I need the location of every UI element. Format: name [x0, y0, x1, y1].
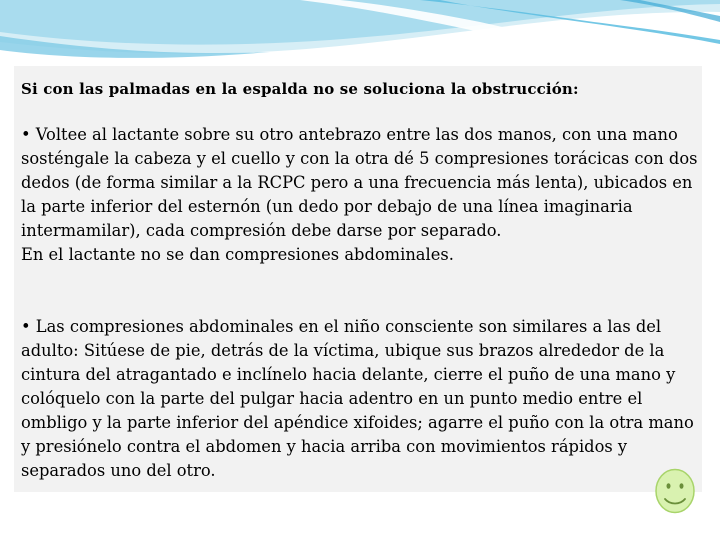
- paragraph-1-note: En el lactante no se dan compresiones abdominales.: [21, 245, 454, 264]
- paragraph-child-procedure: • Las compresiones abdominales en el niño consciente son similares a las del adulto: Sitúese de pie, detrás de la víctima, ubique sus brazos alrededor de la cintura del atragantado e inclínelo hacia delante, cierre el puño de una mano y colóquelo con la parte del pulgar hacia adentro en un punto medio entre el ombligo y la parte inferior del apéndice xifoides; agarre el puño con la otra mano y presiónelo contra el abdomen y hacia arriba con movimientos rápidos y separados uno del otro.: [21, 317, 694, 480]
- slide-title: Si con las palmadas en la espalda no se soluciona la obstrucción:: [21, 80, 579, 98]
- smiley-face-icon: [654, 468, 696, 514]
- paragraph-infant-procedure: [21, 123, 701, 267]
- paragraph-1-text: • Voltee al lactante sobre su otro antebrazo entre las dos manos, con una mano sosténgale la cabeza y el cuello y con la otra dé 5 compresiones torácicas con dos dedos (de forma similar a la RCPC pero a una frecuencia más lenta), ubicados en la parte inferior del esternón (un dedo por debajo de una línea imaginaria intermamilar), cada compresión debe darse por separado.: [21, 125, 698, 240]
